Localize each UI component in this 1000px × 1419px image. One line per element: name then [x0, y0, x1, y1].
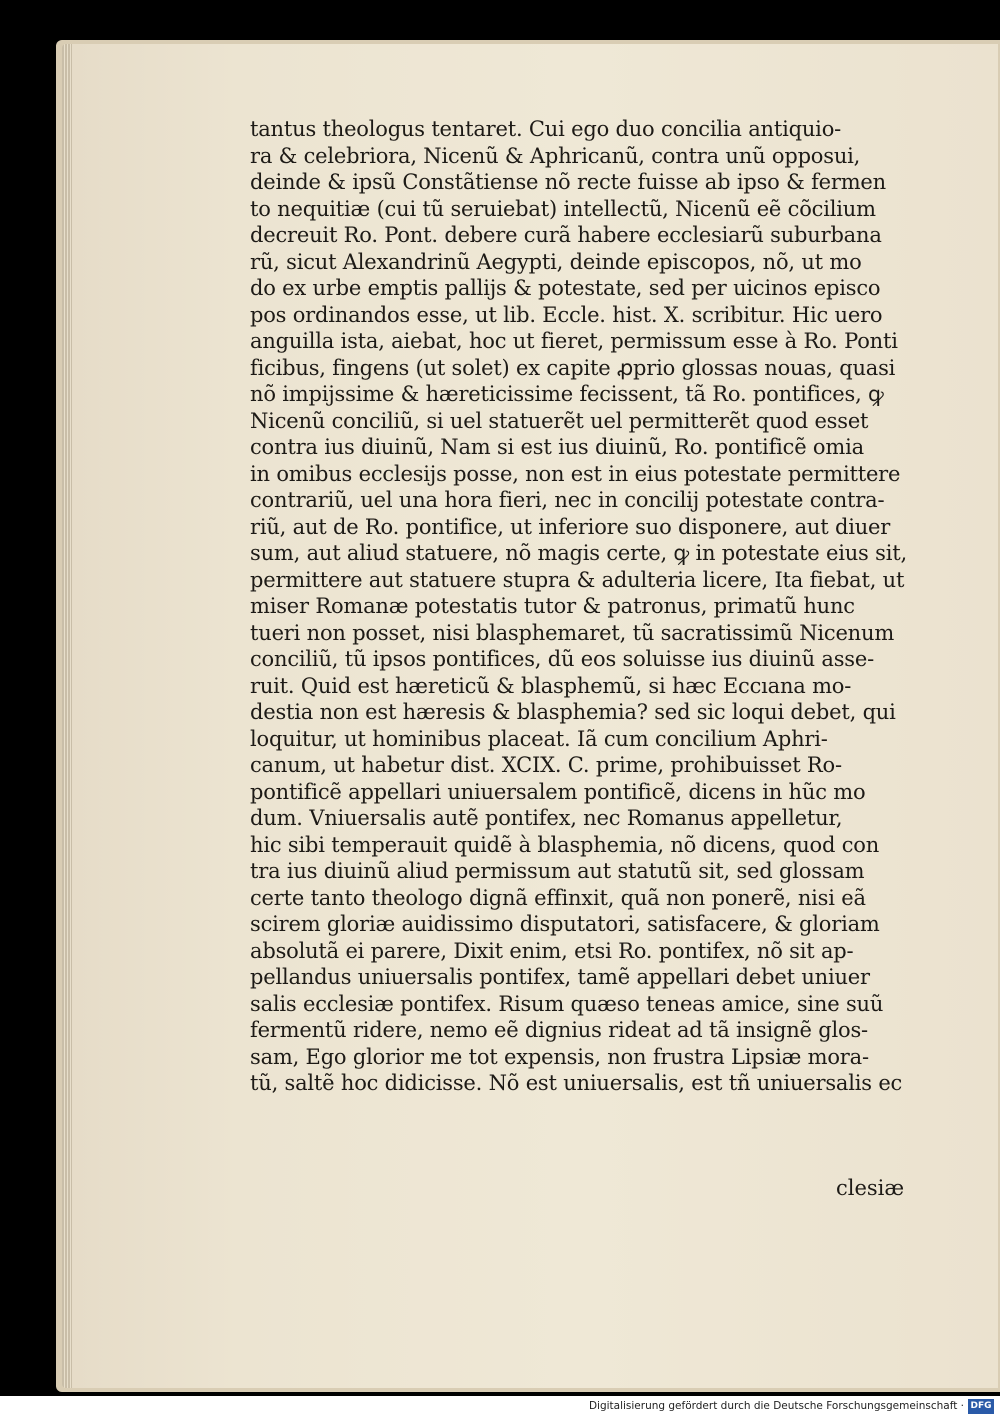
text-line: ra & celebriora, Nicenũ & Aphricanũ, contra unũ opposui, — [250, 143, 861, 168]
text-line: sum, aut aliud statuere, nõ magis certe, ꝙ in potestate eius sit, — [250, 541, 907, 565]
text-line: to nequitiæ (cui tũ seruiebat) intellectũ, Nicenũ eẽ cõcilium — [250, 196, 876, 221]
text-line: tũ, saltẽ hoc didicisse. Nõ est uniuersalis, est tñ uniuersalis ec — [250, 1071, 903, 1095]
text-line: pontificẽ appellari uniuersalem pontificẽ, dicens in hũc mo — [250, 779, 866, 804]
text-line: absolutã ei parere, Dixit enim, etsi Ro. pontifex, nõ sit ap- — [250, 938, 854, 963]
text-line: destia non est hæresis & blasphemia? sed sic loqui debet, qui — [250, 700, 896, 724]
text-line: decreuit Ro. Pont. debere curã habere ecclesiarũ suburbana — [250, 223, 882, 247]
text-line: anguilla ista, aiebat, hoc ut fieret, permissum esse à Ro. Ponti — [250, 329, 898, 353]
text-line: canum, ut habetur dist. XCIX. C. prime, prohibuisset Ro- — [250, 753, 842, 777]
text-line: pos ordinandos esse, ut lib. Eccle. hist. X. scribitur. Hic uero — [250, 302, 883, 327]
text-line: ruit. Quid est hæreticũ & blasphemũ, si hæc Eccıana mo- — [250, 673, 852, 698]
text-line: sam, Ego glorior me tot expensis, non frustra Lipsiæ mora- — [250, 1044, 869, 1069]
text-line: rũ, sicut Alexandrinũ Aegypti, deinde episcopos, nõ, ut mo — [250, 249, 862, 274]
text-line: hic sibi temperauit quidẽ à blasphemia, nõ dicens, quod con — [250, 832, 880, 857]
text-line: nõ impijssime & hæreticissime fecissent, tã Ro. pontifices, ꝙ — [250, 382, 884, 406]
digitization-footer — [0, 1396, 1000, 1419]
text-line: riũ, aut de Ro. pontifice, ut inferiore suo disponere, aut diuer — [250, 514, 891, 539]
text-line: salis ecclesiæ pontifex. Risum quæso teneas amice, sine suũ — [250, 991, 884, 1016]
text-line: deinde & ipsũ Constãtiense nõ recte fuisse ab ipso & fermen — [250, 170, 886, 194]
text-line: do ex urbe emptis pallijs & potestate, sed per uicinos episco — [250, 276, 881, 300]
funding-credit: Digitalisierung gefördert durch die Deutsche Forschungsgemeinschaft · — [588, 1400, 964, 1412]
text-line: tueri non posset, nisi blasphemaret, tũ sacratissimũ Nicenum — [250, 620, 895, 645]
text-line: dum. Vniuersalis autẽ pontifex, nec Romanus appelletur, — [250, 806, 843, 830]
text-line: Nicenũ conciliũ, si uel statuerẽt uel permitterẽt quod esset — [250, 408, 869, 433]
text-line: miser Romanæ potestatis tutor & patronus, primatũ hunc — [250, 594, 855, 618]
catchword: clesiæ — [836, 1176, 905, 1200]
text-line: pellandus uniuersalis pontifex, tamẽ appellari debet uniuer — [250, 965, 870, 989]
text-line: contrariũ, uel una hora fieri, nec in concilij potestate contra- — [250, 488, 885, 512]
text-line: tra ius diuinũ aliud permissum aut statutũ sit, sed glossam — [250, 859, 865, 883]
text-block — [250, 116, 930, 1097]
text-line: contra ius diuinũ, Nam si est ius diuinũ, Ro. pontificẽ omia — [250, 435, 864, 459]
text-line: scirem gloriæ auidissimo disputatori, satisfacere, & gloriam — [250, 912, 880, 936]
text-line: tantus theologus tentaret. Cui ego duo concilia antiquio- — [250, 117, 842, 141]
text-line: ficibus, fingens (ut solet) ex capite ꝓprio glossas nouas, quasi — [250, 355, 896, 380]
text-line: in omibus ecclesijs posse, non est in eius potestate permittere — [250, 461, 901, 486]
text-line: certe tanto theologo dignã effinxit, quã non ponerẽ, nisi eã — [250, 885, 866, 910]
text-line: fermentũ ridere, nemo eẽ dignius rideat ad tã insignẽ glos- — [250, 1018, 868, 1042]
text-line: conciliũ, tũ ipsos pontifices, dũ eos soluisse ius diuinũ asse- — [250, 647, 874, 671]
text-line: permittere aut statuere stupra & adulteria licere, Ita fiebat, ut — [250, 567, 905, 592]
dfg-logo: DFG — [968, 1399, 994, 1414]
text-line: loquitur, ut hominibus placeat. Iã cum concilium Aphri- — [250, 726, 828, 751]
